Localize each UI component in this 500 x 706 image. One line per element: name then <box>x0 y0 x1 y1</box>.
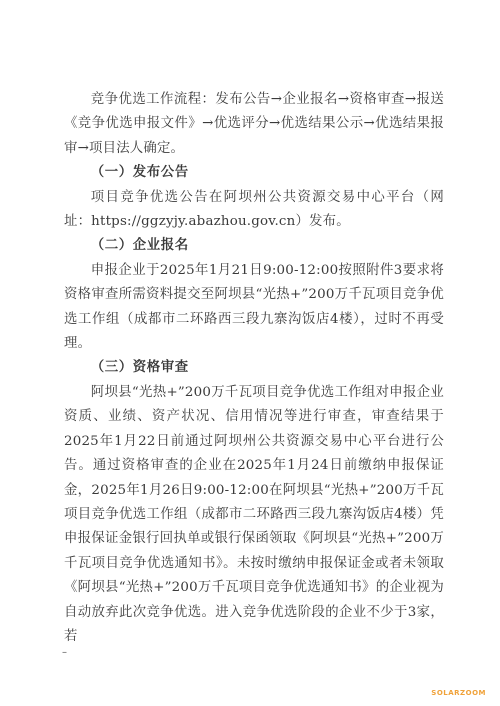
watermark-logo: SOLARZOOM <box>431 689 486 697</box>
body-paragraph: 竞争优选工作流程：发布公告→企业报名→资格审查→报送《竞争优选申报文件》→优选评分→优选结果公示→优选结果报审→项目法人确定。 <box>64 92 444 156</box>
body-paragraph: 项目竞争优选公告在阿坝州公共资源交易中心平台（网址：https://ggzyjy.abazhou.gov.cn）发布。 <box>64 189 444 230</box>
body-paragraph: 申报企业于2025年1月21日9:00-12:00按照附件3要求将资格审查所需资料提交至阿坝县“光热+”200万千瓦项目竞争优选工作组（成都市二环路西三段九寨沟饭店4楼），过时不再受理。 <box>64 262 444 352</box>
document-body <box>64 88 444 649</box>
section-heading: （一）发布公告 <box>90 165 189 181</box>
section-heading: （二）企业报名 <box>90 238 189 254</box>
section-heading: （三）资格审查 <box>90 360 189 376</box>
body-paragraph: 阿坝县“光热+”200万千瓦项目竞争优选工作组对申报企业资质、业绩、资产状况、信用情况等进行审查，审查结果于2025年1月22日前通过阿坝州公共资源交易中心平台进行公告。通过资格审查的企业在2025年1月24日前缴纳申报保证金，2025年1月26日9:00-12:00在阿坝县“光热+”200万千瓦项目竞争优选工作组（成都市二环路西三段九寨沟饭店4楼）凭申报保证金银行回执单或银行保函领取《阿坝县“光热+”200万千瓦项目竞争优选通知书》。未按时缴纳申报保证金或者未领取《阿坝县“光热+”200万千瓦项目竞争优选通知书》的企业视为自动放弃此次竞争优选。进入竞争优选阶段的企业不少于3家，若 <box>64 384 444 644</box>
page-footer-mark: – <box>62 647 67 658</box>
